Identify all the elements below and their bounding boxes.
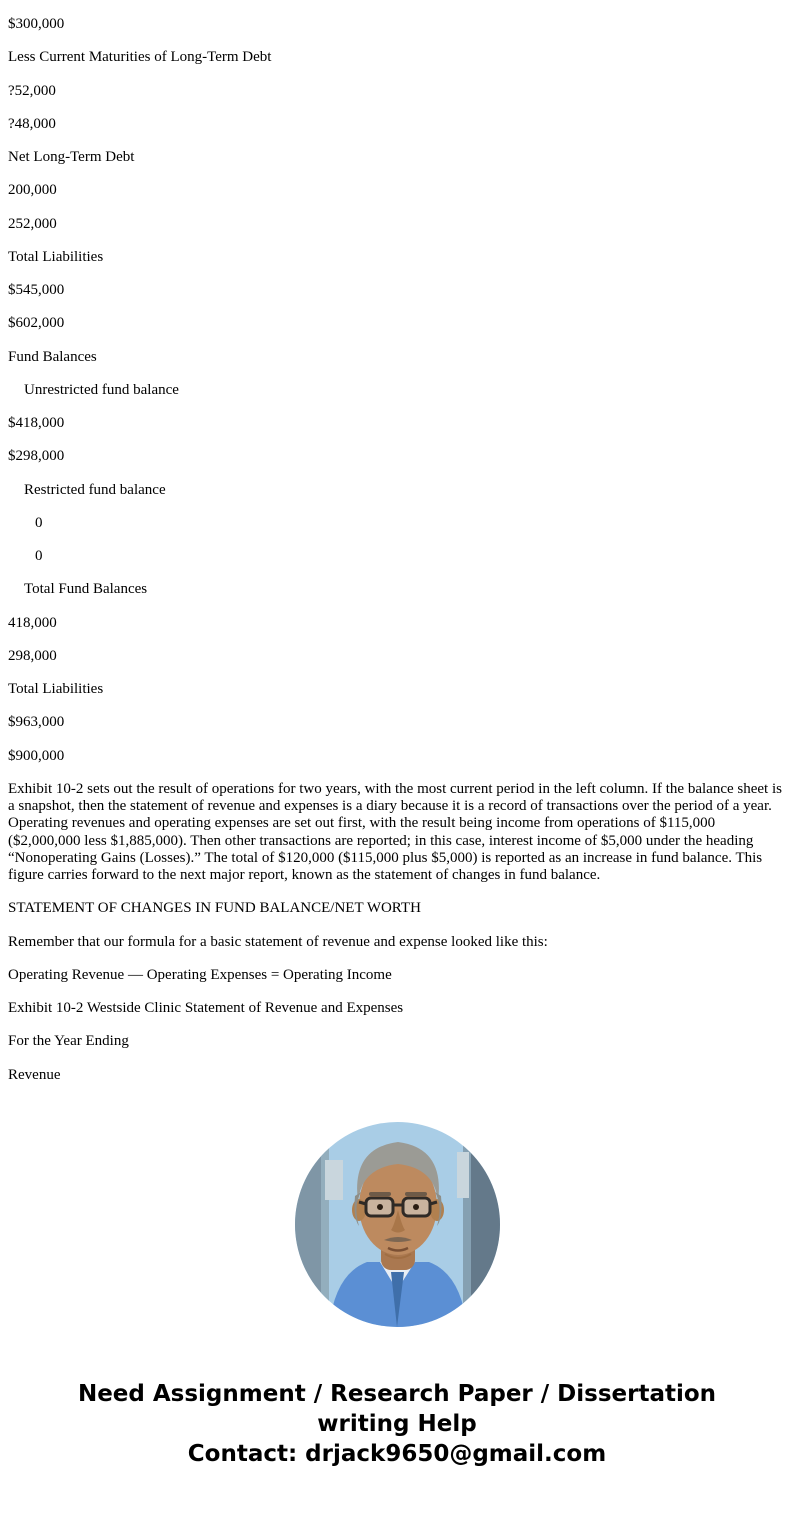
doc-line: 252,000 (8, 215, 57, 232)
doc-line: $545,000 (8, 282, 65, 298)
document-body (8, 16, 786, 1084)
doc-line: 298,000 (8, 647, 57, 664)
doc-line: Exhibit 10-2 sets out the result of operations for two years, with the most current period in the left column. If the balance sheet is a snapshot, then the statement of revenue and expenses is a diary because it is a record of transactions over the period of a year. Operating revenues and operating expenses are set out first, with the result being income from operations of $115,000 ($2,000,000 less $1,885,000). Then other transactions are reported; in this case, interest income of $5,000 under the heading “Nonoperating Gains (Losses).” The total of $120,000 ($115,000 plus $5,000) is reported as an increase in fund balance. This figure carries forward to the next major report, known as the statement of changes in fund balance. (8, 780, 782, 883)
doc-line: Fund Balances (8, 348, 97, 365)
footer-line-2: writing Help (317, 1410, 477, 1437)
doc-line: 200,000 (8, 182, 57, 199)
doc-line: $300,000 (8, 16, 65, 32)
doc-line: Operating Revenue — Operating Expenses = Operating Income (8, 966, 392, 983)
doc-line: Revenue (8, 1066, 61, 1083)
doc-line: Less Current Maturities of Long-Term Debt (8, 49, 272, 66)
footer-contact-email: Contact: drjack9650@gmail.com (187, 1440, 607, 1467)
doc-line: ?52,000 (8, 82, 56, 99)
doc-line: Total Liabilities (8, 248, 104, 265)
avatar-room-left-edge (295, 1122, 321, 1327)
doc-line: For the Year Ending (8, 1033, 129, 1050)
doc-line: Exhibit 10-2 Westside Clinic Statement of Revenue and Expenses (8, 1000, 404, 1016)
doc-line: Total Liabilities (8, 681, 104, 697)
doc-line: Restricted fund balance (24, 481, 166, 498)
doc-line: 0 (35, 548, 43, 564)
doc-line: $298,000 (8, 448, 65, 465)
doc-line: ?48,000 (8, 115, 56, 132)
doc-line: Remember that our formula for a basic statement of revenue and expense looked like this: (8, 933, 548, 950)
doc-line: Net Long-Term Debt (8, 149, 135, 165)
footer-line-1: Need Assignment / Research Paper / Dissertation (77, 1380, 717, 1407)
footer-help-text (8, 1379, 786, 1469)
doc-line: $602,000 (8, 315, 65, 332)
doc-line: Unrestricted fund balance (24, 381, 179, 398)
avatar-container (8, 1122, 786, 1327)
doc-line: 418,000 (8, 614, 57, 631)
doc-line: $418,000 (8, 415, 65, 431)
doc-line: $900,000 (8, 747, 65, 764)
doc-line: $963,000 (8, 714, 65, 731)
doc-line: 0 (35, 514, 43, 531)
doc-line: STATEMENT OF CHANGES IN FUND BALANCE/NET WORTH (8, 900, 421, 917)
doc-line: Total Fund Balances (24, 581, 148, 598)
tutor-photo-avatar (295, 1122, 500, 1327)
avatar-room-right-edge (471, 1122, 500, 1327)
